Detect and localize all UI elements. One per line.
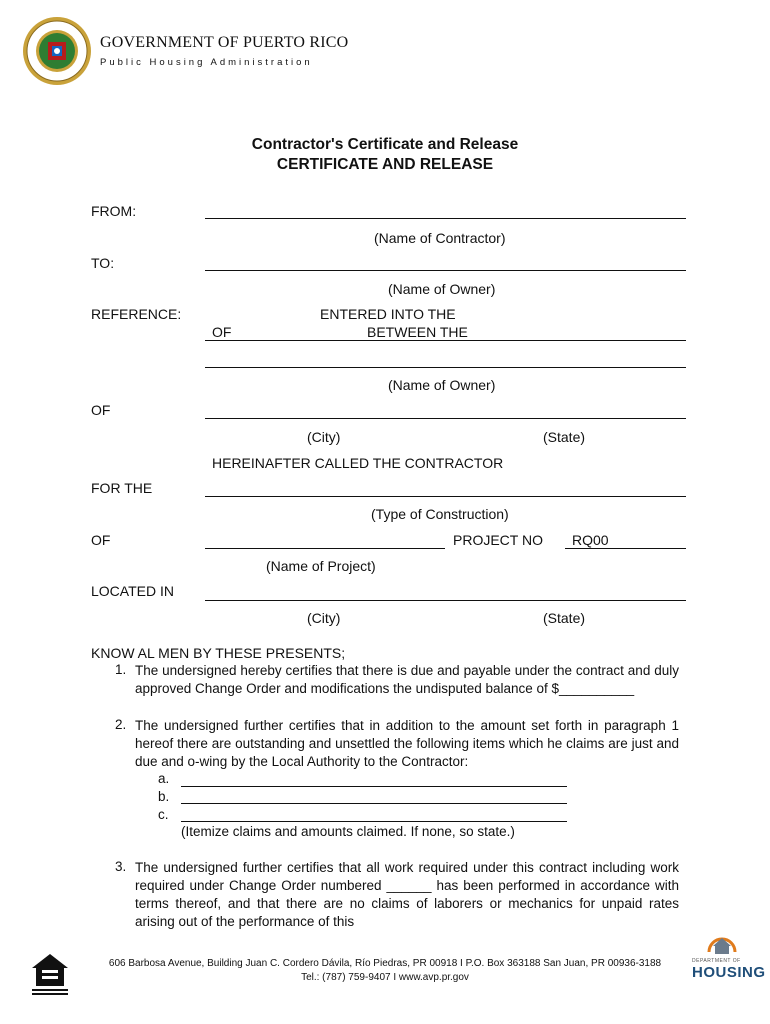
- document-subtitle: CERTIFICATE AND RELEASE: [276, 156, 494, 173]
- project-name-line[interactable]: [205, 548, 445, 549]
- project-no-label: PROJECT NO: [453, 532, 543, 548]
- org-subtitle: Public Housing Administration: [100, 57, 313, 68]
- project-no-value[interactable]: RQ00: [572, 532, 609, 548]
- reference-label: REFERENCE:: [91, 306, 182, 322]
- city-caption: (City): [307, 429, 341, 445]
- sub-item-c-label: c.: [158, 807, 169, 822]
- located-in-label: LOCATED IN: [91, 583, 174, 599]
- housing-logo-icon: [706, 930, 738, 958]
- state-caption-2: (State): [543, 610, 586, 626]
- footer-address: 606 Barbosa Avenue, Building Juan C. Cordero Dávila, Río Piedras, PR 00918 I P.O. Box 363188 San Juan, PR 00936-3188: [108, 958, 662, 969]
- sub-item-a-label: a.: [158, 771, 170, 786]
- know-all-men-heading: KNOW AL MEN BY THESE PRESENTS;: [91, 645, 346, 661]
- reference-line-2[interactable]: [205, 367, 686, 368]
- of-line[interactable]: [205, 418, 686, 419]
- project-no-line[interactable]: [565, 548, 686, 549]
- for-the-line[interactable]: [205, 496, 686, 497]
- of-label: OF: [91, 402, 111, 418]
- sub-item-b-line[interactable]: [181, 803, 567, 804]
- state-caption: (State): [543, 429, 586, 445]
- name-of-owner-caption-2: (Name of Owner): [388, 377, 496, 393]
- item-2-text: The undersigned further certifies that in addition to the amount set forth in paragraph 1 hereof there are outstanding and unsettled the following items which he claims are just and due and o-wing by the Local Authority to the Contractor:: [135, 718, 679, 769]
- from-line[interactable]: [205, 218, 686, 219]
- located-in-line[interactable]: [205, 600, 686, 601]
- org-title: GOVERNMENT OF PUERTO RICO: [100, 34, 349, 51]
- from-label: FROM:: [91, 203, 137, 219]
- item-1-text: The undersigned hereby certifies that there is due and payable under the contract and duly approved Change Order and modifications the undisputed balance of $__________: [135, 663, 679, 696]
- document-title: Contractor's Certificate and Release: [251, 136, 519, 153]
- item-3-number: 3.: [115, 859, 127, 874]
- reference-line-1[interactable]: [205, 340, 686, 341]
- type-of-construction-caption: (Type of Construction): [371, 506, 509, 522]
- name-of-contractor-caption: (Name of Contractor): [374, 230, 506, 246]
- name-of-owner-caption: (Name of Owner): [388, 281, 496, 297]
- housing-small-label: DEPARTMENT OF: [692, 958, 741, 964]
- name-of-project-caption: (Name of Project): [266, 558, 376, 574]
- sub-item-a-line[interactable]: [181, 786, 567, 787]
- for-the-label: FOR THE: [91, 480, 153, 496]
- between-the-text: BETWEEN THE: [367, 324, 468, 340]
- to-line[interactable]: [205, 270, 686, 271]
- hereinafter-text: HEREINAFTER CALLED THE CONTRACTOR: [212, 455, 504, 471]
- item-2-number: 2.: [115, 717, 127, 732]
- sub-item-b-label: b.: [158, 789, 170, 804]
- of-inline-text: OF: [212, 324, 232, 340]
- eho-label: [26, 1000, 74, 1001]
- government-seal-icon: [22, 16, 92, 86]
- of-label-2: OF: [91, 532, 111, 548]
- entered-into-text: ENTERED INTO THE: [320, 306, 456, 322]
- item-1-number: 1.: [115, 662, 127, 677]
- itemize-note: (Itemize claims and amounts claimed. If none, so state.): [181, 824, 515, 839]
- housing-label: HOUSING: [692, 964, 766, 981]
- item-3-text: The undersigned further certifies that all work required under this contract including work required under Change Order numbered ______ has been performed in accordance with terms thereof, and that there are no claims of laborers or mechanics for unpaid rates arising out of the performance of this: [135, 860, 679, 929]
- city-caption-2: (City): [307, 610, 341, 626]
- sub-item-c-line[interactable]: [181, 821, 567, 822]
- footer-contact: Tel.: (787) 759-9407 I www.avp.pr.gov: [301, 972, 469, 983]
- to-label: TO:: [91, 255, 115, 271]
